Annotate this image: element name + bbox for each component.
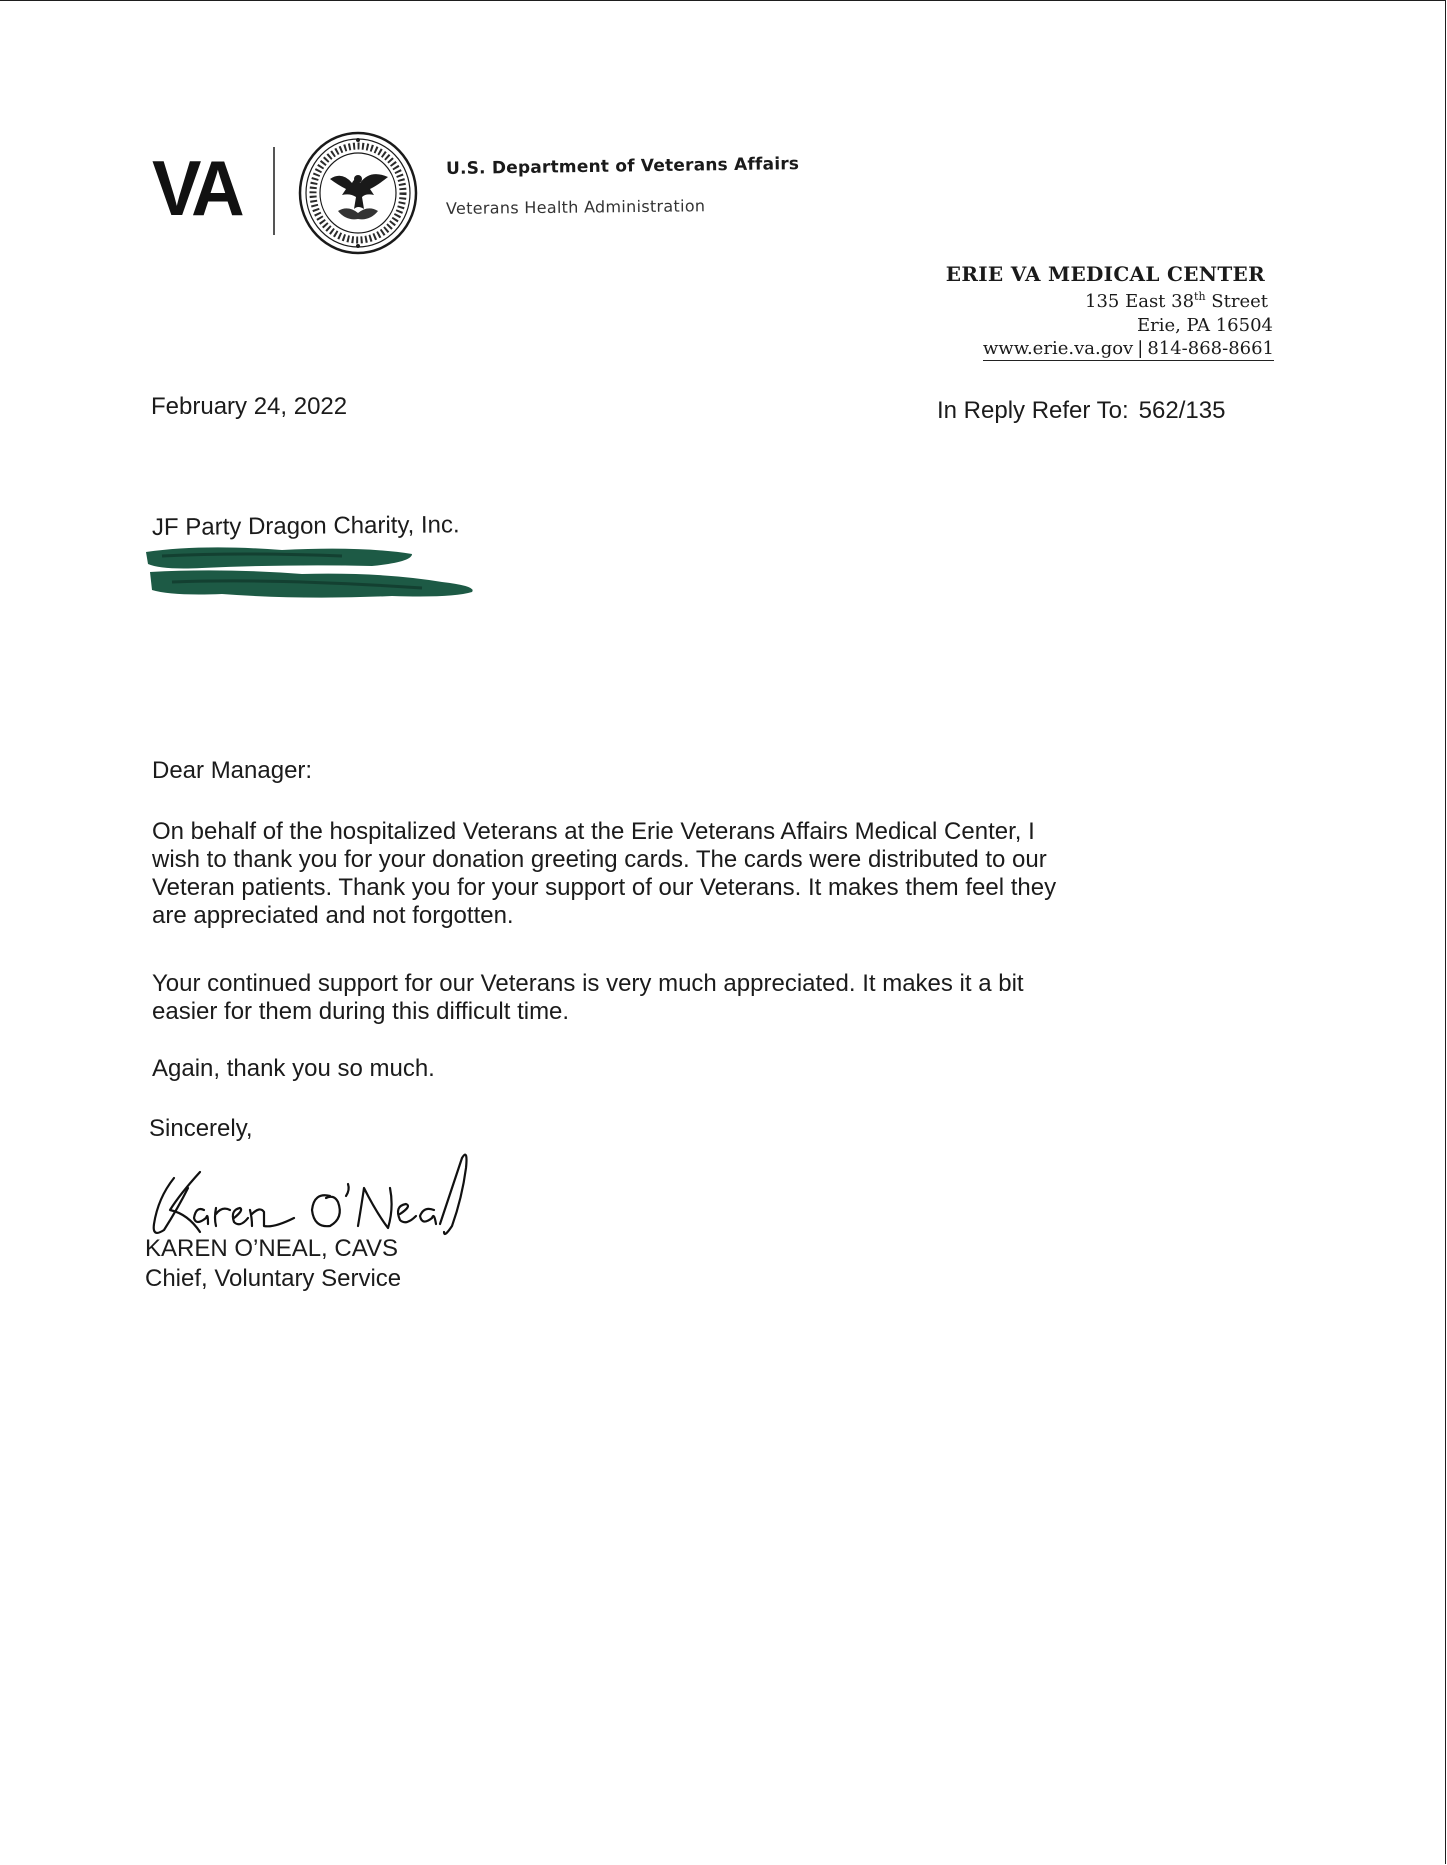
reply-number: 562/135 (1138, 397, 1226, 424)
facility-city: Erie, PA 16504 (1136, 315, 1273, 336)
signer-title: Chief, Voluntary Service (145, 1265, 402, 1292)
va-seal-icon (298, 131, 418, 255)
facility-name: ERIE VA MEDICAL CENTER (945, 262, 1265, 286)
recipient-name: JF Party Dragon Charity, Inc. (151, 511, 460, 541)
street-suffix: Street (1205, 291, 1268, 312)
salutation: Dear Manager: (152, 757, 313, 784)
signer-name: KAREN O’NEAL, CAVS (145, 1235, 398, 1262)
paragraph-1-line: are appreciated and not forgotten. (152, 902, 514, 929)
va-logo: VA (152, 144, 240, 232)
redaction-mark (142, 542, 478, 606)
street-number: 135 East 38 (1085, 291, 1195, 312)
administration-name: Veterans Health Administration (445, 196, 706, 218)
logo-divider (273, 147, 275, 235)
paragraph-2-line: Your continued support for our Veterans is very much appreciated. It makes it a bit (152, 970, 1024, 997)
contact-separator: | (1137, 338, 1144, 359)
facility-phone: 814-868-8661 (1147, 338, 1274, 359)
facility-street (1085, 290, 1268, 312)
closing: Sincerely, (149, 1115, 253, 1142)
reply-reference (937, 397, 1225, 425)
paragraph-1-line: Veteran patients. Thank you for your support of our Veterans. It makes them feel they (152, 874, 1057, 901)
paragraph-2-line: easier for them during this difficult time. (152, 998, 570, 1025)
paragraph-1-line: wish to thank you for your donation greeting cards. The cards were distributed to our (152, 846, 1047, 873)
facility-contact (983, 339, 1274, 361)
paragraph-1-line: On behalf of the hospitalized Veterans at the Erie Veterans Affairs Medical Center, I (152, 818, 1035, 845)
paragraph-3: Again, thank you so much. (152, 1055, 435, 1082)
paragraph-1 (152, 818, 1202, 930)
reply-label: In Reply Refer To: (937, 397, 1129, 424)
handwritten-signature (144, 1148, 484, 1244)
street-ordinal: th (1194, 290, 1206, 303)
paragraph-2 (152, 970, 1202, 1026)
letter-date: February 24, 2022 (151, 393, 348, 420)
facility-website[interactable]: www.erie.va.gov (982, 338, 1134, 359)
department-name: U.S. Department of Veterans Affairs (445, 154, 800, 179)
